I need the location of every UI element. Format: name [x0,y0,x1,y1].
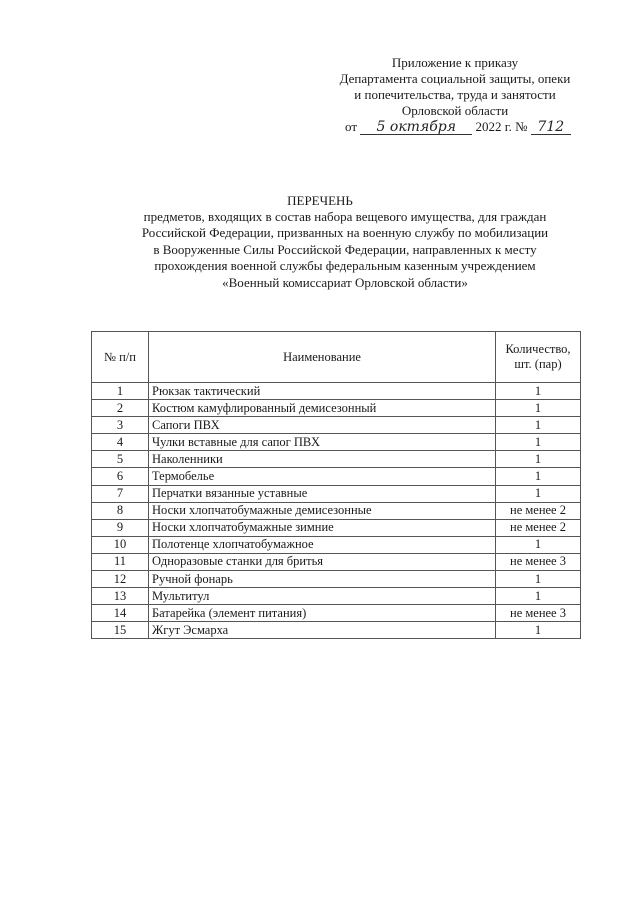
header-qty-line-2: шт. (пар) [514,357,562,371]
row-qty: 1 [496,400,581,417]
row-num: 13 [92,588,149,605]
document-title: ПЕРЕЧЕНЬ [287,193,353,208]
header-name: Наименование [149,332,496,383]
handwritten-date: 5 октября [360,120,472,135]
row-qty: 1 [496,434,581,451]
date-prefix: от [345,119,358,134]
row-num: 6 [92,468,149,485]
row-num: 9 [92,519,149,536]
header-num: № п/п [92,332,149,383]
table-row [92,451,581,468]
row-name: Батарейка (элемент питания) [149,605,496,622]
row-name: Мультитул [149,588,496,605]
row-name: Рюкзак тактический [149,383,496,400]
row-qty: 1 [496,571,581,588]
row-qty: 1 [496,383,581,400]
items-table [91,331,581,639]
handwritten-order-number: 712 [531,120,571,135]
table-header-row [92,332,581,383]
annex-header-line-4: Орловской области [401,103,509,118]
table-row [92,622,581,639]
row-qty: 1 [496,485,581,502]
row-name: Наколенники [149,451,496,468]
date-year: 2022 г. № [475,119,528,134]
row-name: Жгут Эсмарха [149,622,496,639]
row-qty: не менее 3 [496,553,581,570]
table-row [92,417,581,434]
row-name: Перчатки вязанные уставные [149,485,496,502]
header-qty [496,332,581,383]
annex-header-line-1: Приложение к приказу [391,55,519,70]
row-num: 8 [92,502,149,519]
row-qty: 1 [496,451,581,468]
header-qty-line-1: Количество, [505,342,571,356]
row-name: Термобелье [149,468,496,485]
row-num: 4 [92,434,149,451]
row-qty: 1 [496,536,581,553]
row-name: Костюм камуфлированный демисезонный [149,400,496,417]
subtitle-line-2: Российской Федерации, призванных на военную службу по мобилизации [141,225,549,241]
row-num: 2 [92,400,149,417]
table-row [92,383,581,400]
row-num: 10 [92,536,149,553]
table-row [92,588,581,605]
subtitle-line-5: «Военный комиссариат Орловской области» [222,274,468,290]
table-row [92,571,581,588]
table-row [92,605,581,622]
row-name: Сапоги ПВХ [149,417,496,434]
order-date-line [345,119,571,135]
row-name: Носки хлопчатобумажные демисезонные [149,502,496,519]
annex-header-line-2: Департамента социальной защиты, опеки [339,71,571,86]
row-num: 12 [92,571,149,588]
row-qty: 1 [496,588,581,605]
row-num: 11 [92,553,149,570]
row-num: 1 [92,383,149,400]
annex-header [320,55,590,119]
table-row [92,553,581,570]
row-qty: 1 [496,622,581,639]
annex-header-line-3: и попечительства, труда и занятости [354,87,556,102]
document-subtitle [90,209,600,291]
row-qty: 1 [496,468,581,485]
table-row [92,468,581,485]
row-num: 15 [92,622,149,639]
row-num: 3 [92,417,149,434]
subtitle-line-1: предметов, входящих в состав набора вещевого имущества, для граждан [143,209,547,224]
table-row [92,434,581,451]
subtitle-line-3: в Вооруженные Силы Российской Федерации, направленных к месту [153,241,537,257]
row-qty: не менее 3 [496,605,581,622]
subtitle-line-4: прохождения военной службы федеральным казенным учреждением [154,258,536,274]
table-row [92,400,581,417]
row-name: Полотенце хлопчатобумажное [149,536,496,553]
table-row [92,485,581,502]
row-name: Носки хлопчатобумажные зимние [149,519,496,536]
row-num: 14 [92,605,149,622]
row-qty: не менее 2 [496,519,581,536]
table-row [92,502,581,519]
row-num: 5 [92,451,149,468]
row-name: Одноразовые станки для бритья [149,553,496,570]
table-row [92,519,581,536]
row-qty: 1 [496,417,581,434]
row-name: Ручной фонарь [149,571,496,588]
row-qty: не менее 2 [496,502,581,519]
row-name: Чулки вставные для сапог ПВХ [149,434,496,451]
row-num: 7 [92,485,149,502]
table-row [92,536,581,553]
